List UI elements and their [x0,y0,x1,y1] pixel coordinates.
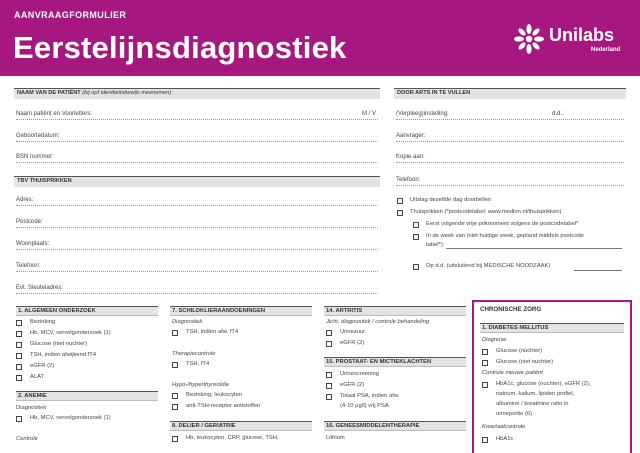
week-of-checkbox[interactable] [413,234,419,240]
egfr-checkbox[interactable] [16,364,22,370]
chronic-care-title: CHRONISCHE ZORG [480,306,542,313]
thyroid-leuko-checkbox[interactable] [172,393,178,399]
diabetes-diag-sub: Diagnose [482,337,507,343]
alat-checkbox[interactable] [16,375,22,381]
on-date-line[interactable] [574,270,622,271]
doctor-phone-field[interactable]: Telefoon: [396,176,624,188]
week-of-line[interactable] [446,248,622,249]
hb-mcv-checkbox[interactable] [16,331,22,337]
prostate-egfr-label: eGFR (2) [340,382,365,388]
thyroid-diag-sub: Diagnostiek [172,319,203,325]
key-address-field[interactable]: Evt. Sleuteladres: [16,284,378,296]
general-exam-heading: 1. ALGEMEEN ONDERZOEK [18,308,96,314]
thuisprikken-section-header [14,176,380,187]
address-field[interactable]: Adres: [16,196,378,208]
egfr-label: eGFR (2) [30,363,55,369]
delirium-label: Hb, leukocyten, CRP, glucose, TSH, [186,435,279,441]
lithium-sub: Lithium [326,435,345,441]
arthritis-egfr-checkbox[interactable] [326,341,332,347]
thuisprikken-heading: TBV THUISPRIKKEN [17,178,72,184]
thyroid-leuko-label: Bezinking, leukocyten [186,392,243,398]
week-of-label-cont: tabel*): [426,242,445,248]
hba1c-panel-checkbox[interactable] [482,382,488,388]
col3-s16-header [324,421,466,431]
birthdate-field[interactable]: Geboortedatum: [16,132,378,144]
city-field[interactable]: Woonplaats: [16,240,378,252]
thyroid-therapy-sub: Therapiecontrole [172,351,216,357]
unilabs-logo [512,22,632,62]
thyroid-tsh-ft4-label: TSH, fT4 [186,361,210,367]
medication-heading: 16. GENEESMIDDELENTHERAPIE [326,423,420,429]
logo-subtitle: Nederland [591,47,621,53]
col2-s7-header [170,306,312,316]
glucose-fasting-label: Glucose (nuchter) [496,348,543,354]
psa-label-cont: (4-10 µg/l) vrij PSA [340,403,389,409]
patient-section-header [14,88,380,99]
first-slot-checkbox[interactable] [413,222,419,228]
anemia-hb-label: Hb, MCV, vervolgonderzoek (1) [30,415,111,421]
home-draw-checkbox[interactable] [397,210,403,216]
urine-screening-checkbox[interactable] [326,372,332,378]
thyroid-antitsh-checkbox[interactable] [172,404,178,410]
arthritis-egfr-label: eGFR (2) [340,340,365,346]
anemia-control-sub: Controle [16,436,38,442]
diabetes-heading: 1. DIABETES MELLITUS [482,325,549,331]
glucose-fasting-checkbox[interactable] [482,349,488,355]
anemia-hb-checkbox[interactable] [16,416,22,422]
diabetes-control-sub: Controle nieuwe patiënt [482,370,543,376]
hba1c-checkbox[interactable] [482,437,488,443]
glucose-nonfasting-label: Glucose (niet nuchter) [496,359,554,365]
col2-s8-header [170,421,312,431]
hba1c-panel-line3: albumine / kreatinine ratio in [496,401,569,407]
patient-heading-note: (bij opf identiteitsbewijs meenemen) [82,90,172,96]
col1-s2-header [16,391,158,401]
prostate-heading: 15. PROSTAAT- EN MICTIEKLACHTEN [326,359,432,365]
arts-section-header [394,88,626,99]
col3-s14-header [324,306,466,316]
col3-s15-header [324,357,466,367]
arts-heading: DOOR ARTS IN TE VULLEN [397,90,471,96]
alat-label: ALAT [30,374,45,380]
phone-field[interactable]: Telefoon: [16,262,378,274]
thyroid-tsh-label: TSH, indien afw. fT4 [186,329,239,335]
form-header [0,0,640,76]
quarterly-control-sub: Kwartaalcontrole [482,424,526,430]
arthritis-sub: Jicht, diagnostiek / controle behandeling [326,319,430,325]
requester-field[interactable]: Aanvrager: [396,132,624,144]
delirium-checkbox[interactable] [172,436,178,442]
anemia-diag-sub: Diagnostiek [16,405,47,411]
on-date-label: Op d.d. (uitsluitend bij MEDISCHE NOODZAAK) [426,263,551,269]
col1-s1-header [16,306,158,316]
thyroid-tsh-checkbox[interactable] [172,330,178,336]
hba1c-panel-line2: natrium, kalium, lipiden profiel, [496,391,575,397]
bsn-field[interactable]: BSN nummer: [16,153,378,165]
uric-acid-checkbox[interactable] [326,330,332,336]
glucose-nonfasting-checkbox[interactable] [482,360,488,366]
psa-checkbox[interactable] [326,394,332,400]
uric-acid-label: Urinezuur [340,329,366,335]
thyroid-hypo-sub: Hypo-/hyperthyreoïdie [172,382,230,388]
first-slot-label: Eerst volgende vrije prikmoment volgens de postcodetabel* [426,221,579,227]
thyroid-heading: 7. SCHILDKLIERAANDOENINGEN [172,308,266,314]
postcode-field[interactable]: Postcode: [16,218,378,230]
hba1c-panel-line1: HbA1c, glucose (nuchter), eGFR (2), [496,381,591,387]
tsh-label: TSH, indien afwijkend fT4 [30,352,97,358]
delirium-heading: 8. DELIER / GERIATRIE [172,423,236,429]
logo-name: Unilabs [549,25,615,45]
same-day-label: Uitslag dezelfde dag doorbellen [410,197,492,203]
thyroid-antitsh-label: anti-TSH-receptor antistoffen [186,403,261,409]
urine-screening-label: Urinescreening [340,371,379,377]
institution-field[interactable]: (Verpleeg)instelling: d.d.: [396,110,624,122]
on-date-checkbox[interactable] [413,264,419,270]
hba1c-panel-line4: urineportie (6) [496,411,533,417]
week-of-label: In de week van (niet huidige week, gepland middels postcode [426,233,584,239]
tsh-checkbox[interactable] [16,353,22,359]
bezinking-checkbox[interactable] [16,320,22,326]
anemia-heading: 2. ANEMIE [18,393,47,399]
home-draw-label: Thuisprikken (*postcodetabel: www.medlon.nl/thuisprikken) [410,209,562,215]
copy-to-field[interactable]: Kopie aan: [396,153,624,165]
patient-name-field[interactable]: Naam patiënt en Voorletters: M / V [16,110,378,122]
glucose-checkbox[interactable] [16,342,22,348]
hb-mcv-label: Hb, MCV, vervolgonderzoek (1) [30,330,111,336]
thyroid-tsh-ft4-checkbox[interactable] [172,362,178,368]
arthritis-heading: 14. ARTRITIS [326,308,363,314]
same-day-checkbox[interactable] [397,198,403,204]
unilabs-logo-icon [512,22,546,56]
bezinking-label: Bezinking [30,319,56,325]
psa-label: Totaal PSA, indien afw. [340,393,400,399]
date-label: d.d.: [552,111,564,117]
patient-heading: NAAM VAN DE PATIËNT [17,90,81,96]
glucose-label: Glucose (niet nuchter) [30,341,88,347]
form-supertitle: AANVRAAGFORMULIER [14,10,127,20]
hba1c-label: HbA1c [496,436,514,442]
gender-select[interactable]: M / V [361,111,376,117]
form-title: Eerstelijnsdiagnostiek [13,30,347,65]
col4-s1-header [480,323,624,333]
prostate-egfr-checkbox[interactable] [326,383,332,389]
